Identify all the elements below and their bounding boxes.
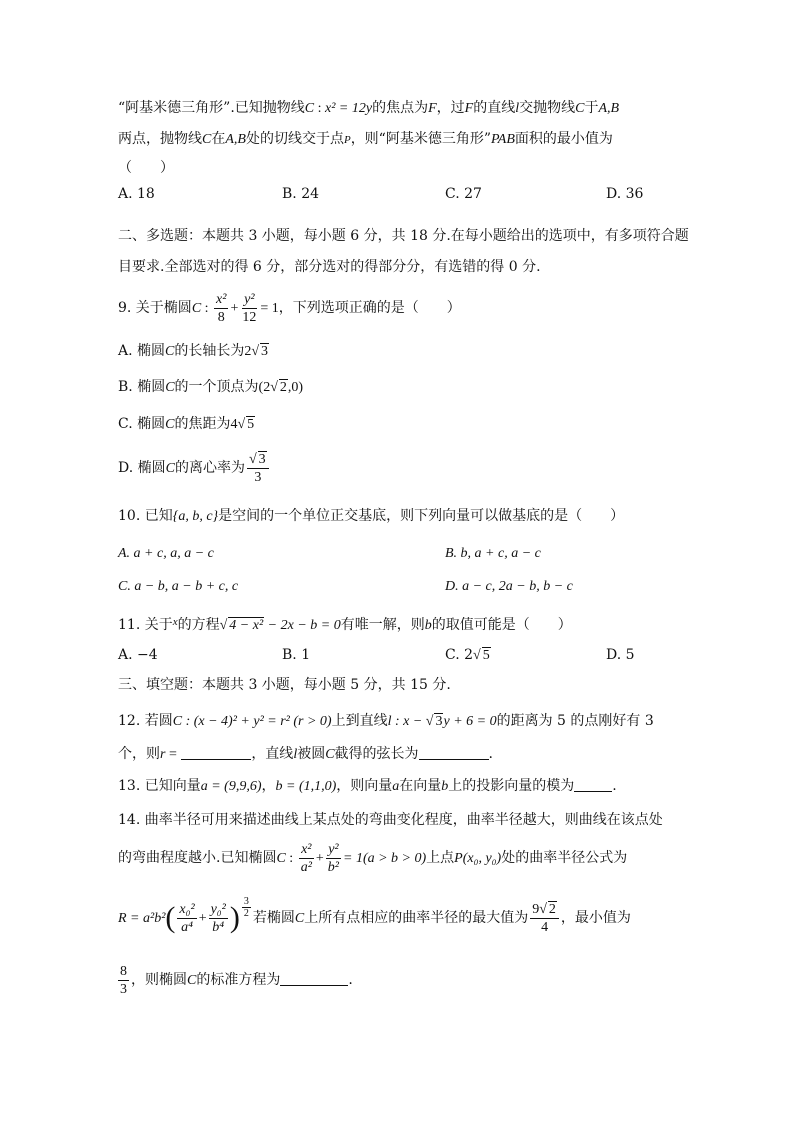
q10-option-a: A. a + c, a, a − c xyxy=(118,546,214,561)
section-3-heading: 三、填空题：本题共 3 小题，每小题 5 分，共 15 分. xyxy=(118,677,451,693)
sqrt-radicand: 5 xyxy=(247,417,255,432)
math-var: r xyxy=(160,747,166,762)
curvature-formula: R = a²b² xyxy=(118,911,166,926)
text: 处的曲率半径公式为 xyxy=(501,850,628,866)
text: ，则椭圆 xyxy=(131,972,187,988)
math-var: a xyxy=(392,779,400,794)
q14-line-2: 的弯曲程度越小.已知椭圆C : $\frac{\text{x²}}{\text{a²}}$ + $\frac{\text{y²}}{\text{b²}}$ = 1(a > b > 0)上点P(x₀, y₀)处的曲率半径公式为 xyxy=(118,841,628,875)
text: 的直线 xyxy=(473,100,516,116)
math-num: 2 xyxy=(244,344,252,359)
text: 交抛物线 xyxy=(519,100,576,116)
math-sym: : xyxy=(201,301,213,316)
text: 若椭圆 xyxy=(252,910,295,926)
text: 的方程 xyxy=(177,617,220,633)
math-var: PAB xyxy=(491,132,515,147)
text: B. 椭圆 xyxy=(118,379,166,395)
text: 的一个顶点为 xyxy=(174,379,259,395)
numerator: x² xyxy=(216,291,227,307)
q8-line-2 xyxy=(118,129,613,150)
numerator: y² xyxy=(328,841,339,857)
q11-option-a: A. −4 xyxy=(118,647,158,663)
q10-stem xyxy=(118,506,624,527)
text: 11. 关于 xyxy=(118,617,173,633)
text: 的标准方程为 xyxy=(196,972,281,988)
fraction xyxy=(118,963,129,998)
q9-option-b: B. 椭圆C的一个顶点为(2√ 2,0) xyxy=(118,379,304,395)
q11-option-d: D. 5 xyxy=(606,647,635,663)
text: 面积的最小值为 xyxy=(514,131,613,147)
text: C. 2 xyxy=(445,647,474,663)
answer-blank[interactable] xyxy=(280,971,348,986)
math-var: C xyxy=(165,461,175,476)
q10-option-d: D. a − c, 2a − b, b − c xyxy=(445,579,573,594)
q12-line-1: 12. 若圆C : (x − 4)² + y² = r² (r > 0)上到直线l : x − √ 3y + 6 = 0的距离为 5 的点刚好有 3 xyxy=(118,713,654,729)
math-sym: = xyxy=(165,747,177,762)
q8-option-c: C. 27 xyxy=(445,186,482,202)
math-var: C xyxy=(575,101,585,116)
math-sym: = 1 xyxy=(260,301,279,316)
math-var: P xyxy=(343,134,351,146)
q8-line-1 xyxy=(118,98,619,119)
q14-line-4 xyxy=(118,960,353,1001)
text: 的取值可能是（ ） xyxy=(431,617,572,633)
text: 9. 关于椭圆 xyxy=(118,300,192,316)
ellipse-condition: = 1(a > b > 0) xyxy=(343,851,427,866)
equation-rest: − 2x − b = 0 xyxy=(264,618,341,633)
math-var: C xyxy=(191,301,202,316)
q9-stem xyxy=(118,288,461,329)
numerator: x² xyxy=(301,841,312,857)
text: ，下列选项正确的是（ ） xyxy=(278,300,461,316)
exponent-fraction xyxy=(242,896,251,919)
text: 的长轴长为 xyxy=(174,343,245,359)
text: 个，则 xyxy=(118,746,160,762)
numerator: 8 xyxy=(120,963,127,979)
math-var: C xyxy=(165,417,175,432)
numerator: 3 xyxy=(243,896,249,907)
numerator: x₀² xyxy=(179,901,195,917)
math-num: 4 xyxy=(230,417,238,432)
line-equation: : x − xyxy=(391,714,426,729)
fraction: $\frac{9√ 2}{4}$ xyxy=(530,901,559,936)
denominator: 8 xyxy=(217,309,225,325)
math-var: l xyxy=(293,747,298,762)
sqrt-radicand: 4 − x² xyxy=(229,618,264,633)
section-2-heading-line-2: 目要求.全部选对的得 6 分，部分选对的得部分分，有选错的得 0 分. xyxy=(118,259,541,275)
math-var: C xyxy=(165,344,175,359)
text: 的离心率为 xyxy=(174,460,245,476)
text: 上点 xyxy=(426,850,455,866)
sqrt-radicand: 5 xyxy=(482,648,490,663)
q8-option-a: A. 18 xyxy=(118,186,155,202)
fraction xyxy=(209,901,228,936)
math-var: C xyxy=(187,973,197,988)
denominator: 3 xyxy=(254,469,262,485)
denominator: 2 xyxy=(243,908,249,919)
numerator: 9 xyxy=(532,901,540,917)
sqrt-radicand: 3 xyxy=(261,344,269,359)
math-num: (2 xyxy=(258,380,271,395)
math-var: C xyxy=(294,911,305,926)
text: A. 椭圆 xyxy=(118,343,166,359)
text: 是空间的一个单位正交基底，则下列向量可以做基底的是（ ） xyxy=(218,508,625,524)
fraction xyxy=(177,901,196,936)
text: . xyxy=(488,746,493,762)
parabola-equation: x² = 12y xyxy=(325,101,373,116)
text: ，最小值为 xyxy=(560,910,631,926)
q11-option-b: B. 1 xyxy=(282,647,311,663)
q13-stem xyxy=(118,776,617,797)
q8-option-d: D. 36 xyxy=(606,186,644,202)
answer-blank[interactable] xyxy=(181,745,251,760)
math-var: x xyxy=(172,616,178,628)
denominator: a² xyxy=(300,859,312,875)
text: ， xyxy=(261,778,276,794)
text: 的焦点为 xyxy=(372,100,429,116)
math-sym: : xyxy=(314,101,325,116)
math-num: ,0) xyxy=(287,380,304,395)
math-var: C xyxy=(276,851,286,866)
text: ，直线 xyxy=(251,746,294,762)
q12-line-2 xyxy=(118,744,493,765)
text: 有唯一解，则 xyxy=(340,617,425,633)
q9-option-c: C. 椭圆C的焦距为4√ 5 xyxy=(118,416,255,432)
sqrt-radicand: 3 xyxy=(258,451,266,467)
text: 在向量 xyxy=(399,778,442,794)
vector-b: b = (1,1,0) xyxy=(275,779,337,794)
math-var: b xyxy=(441,779,449,794)
vector-a: a = (9,9,6) xyxy=(200,779,262,794)
fraction xyxy=(299,841,314,876)
sqrt-radicand: 3 xyxy=(435,714,443,729)
fraction: $\frac{√ 3}{3}$ xyxy=(247,451,269,486)
math-sym: : xyxy=(285,851,297,866)
section-2-heading-line-1: 二、多选题：本题共 3 小题，每小题 6 分，共 18 分.在每小题给出的选项中，有多项符合题 xyxy=(118,228,689,244)
q9-option-d xyxy=(118,448,271,489)
fraction xyxy=(240,291,258,326)
text: 被圆 xyxy=(297,746,326,762)
q8-line-3: （ ） xyxy=(118,160,174,176)
q8-option-b: B. 24 xyxy=(282,186,320,202)
text: 13. 已知向量 xyxy=(118,778,201,794)
text: ，则向量 xyxy=(336,778,393,794)
math-var: C xyxy=(165,380,175,395)
math-var: l xyxy=(387,714,392,729)
text: ，则“阿基米德三角形” xyxy=(350,131,492,147)
text: “阿基米德三角形”.已知抛物线 xyxy=(118,100,305,116)
circle-equation: : (x − 4)² + y² = r² (r > 0) xyxy=(182,714,332,729)
denominator: a⁴ xyxy=(181,919,193,935)
text: 在 xyxy=(211,131,226,147)
q9-option-a: A. 椭圆C的长轴长为2√ 3 xyxy=(118,343,269,359)
q10-option-b: B. b, a + c, a − c xyxy=(445,546,541,561)
math-var: b xyxy=(424,618,432,633)
math-var: A,B xyxy=(225,132,246,147)
math-var: l xyxy=(515,101,520,116)
text: 处的切线交于点 xyxy=(245,131,344,147)
q10-option-c: C. a − b, a − b + c, c xyxy=(118,579,239,594)
text: . xyxy=(612,778,617,794)
text: . xyxy=(348,972,353,988)
text: D. 椭圆 xyxy=(118,460,166,476)
denominator: b² xyxy=(327,859,339,875)
denominator: 12 xyxy=(242,309,257,325)
text: 上所有点相应的曲率半径的最大值为 xyxy=(304,910,529,926)
line-equation: y + 6 = 0 xyxy=(443,714,497,729)
sqrt-radicand: 2 xyxy=(548,901,556,917)
fraction xyxy=(326,841,341,876)
math-var: C xyxy=(172,714,183,729)
text: 上的投影向量的模为 xyxy=(448,778,575,794)
text: 上到直线 xyxy=(331,713,388,729)
math-sym: + xyxy=(230,301,239,316)
numerator: y₀² xyxy=(210,901,226,917)
text: 于 xyxy=(584,100,599,116)
text: 两点，抛物线 xyxy=(118,131,202,147)
sqrt-radicand: 2 xyxy=(279,380,287,395)
answer-blank[interactable] xyxy=(574,777,612,792)
text: ，过 xyxy=(436,100,465,116)
math-var: A,B xyxy=(598,101,620,116)
math-var: C xyxy=(304,101,315,116)
denominator: 3 xyxy=(120,981,127,997)
q14-line-1: 14. 曲率半径可用来描述曲线上某点处的弯曲变化程度，曲率半径越大，则曲线在该点处 xyxy=(118,812,663,828)
text: 10. 已知 xyxy=(118,508,173,524)
math-var: F xyxy=(428,101,437,116)
denominator: b⁴ xyxy=(212,919,225,935)
q14-line-3: R = a²b²( $\frac{\text{x₀²}}{\text{a⁴}}$ + $\frac{\text{y₀²}}{\text{b⁴}}$ ) $\frac{3}{2}$ 若椭圆C上所有点相应的曲率半径的最大值为 $\frac{9√ 2}{4}$ ，最小值为 xyxy=(118,896,631,935)
text: 的焦距为 xyxy=(174,416,231,432)
answer-blank[interactable] xyxy=(419,745,489,760)
text: 的距离为 5 的点刚好有 3 xyxy=(496,713,654,729)
q11-option-c: C. 2√ 5 xyxy=(445,647,490,663)
text: 12. 若圆 xyxy=(118,713,173,729)
vector-set: {a, b, c} xyxy=(172,509,219,524)
text: C. 椭圆 xyxy=(118,416,166,432)
fraction xyxy=(214,291,228,326)
text: 的弯曲程度越小.已知椭圆 xyxy=(118,850,277,866)
math-var: C xyxy=(325,747,335,762)
denominator: 4 xyxy=(541,919,549,935)
math-var: F xyxy=(464,101,474,116)
q11-stem: 11. 关于$^x$的方程√ 4 − x² − 2x − b = 0有唯一解，则b的取值可能是（ ） xyxy=(118,616,572,633)
numerator: y² xyxy=(244,291,255,307)
math-var: C xyxy=(202,132,212,147)
point-p: P(x₀, y₀) xyxy=(454,851,502,866)
text: 截得的弦长为 xyxy=(334,746,419,762)
